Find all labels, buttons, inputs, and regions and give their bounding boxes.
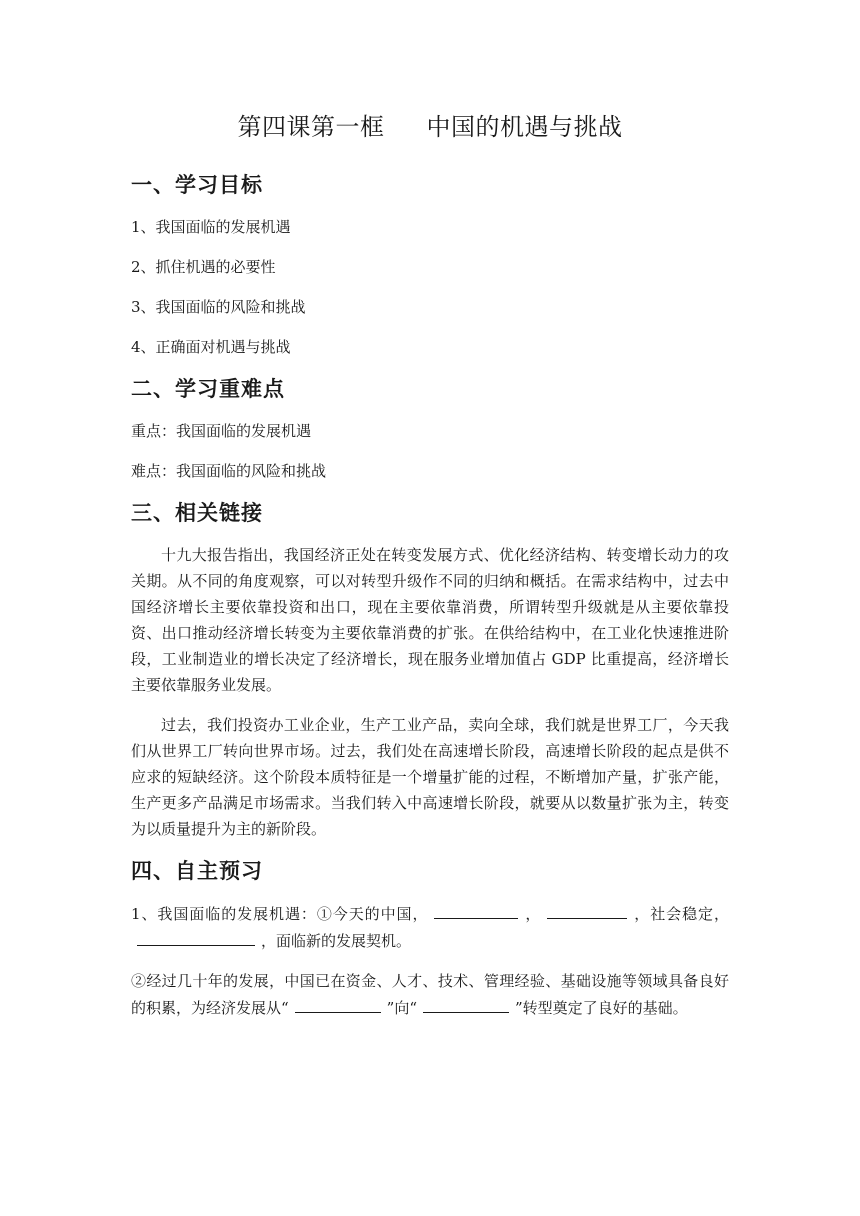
fill-blank-2[interactable] — [547, 900, 627, 919]
section-heading-preview: 四、自主预习 — [131, 859, 263, 883]
fill-blank-3[interactable] — [137, 927, 255, 946]
page-title — [131, 110, 729, 144]
section-heading-related-links: 三、相关链接 — [131, 501, 263, 525]
document-content — [131, 110, 729, 1035]
key-point: 重点：我国面临的发展机遇 — [131, 422, 312, 440]
related-paragraph-1: 十九大报告指出，我国经济正处在转变发展方式、优化经济结构、转变增长动力的攻关期。从不同的角度观察，可以对转型升级作不同的归纳和概括。在需求结构中，过去中国经济增长主要依靠投资和出口，现在主要依靠消费，所谓转型升级就是从主要依靠投资、出口推动经济增长转变为主要依靠消费的扩张。在供给结构中，在工业化快速推进阶段，工业制造业的增长决定了经济增长，现在服务业增加值占 GDP 比重提高，经济增长主要依靠服务业发展。 — [131, 546, 729, 694]
preview-question-2: ②经过几十年的发展，中国已在资金、人才、技术、管理经验、基础设施等领域具备良好的积累，为经济发展从“ ”向“ ”转型奠定了良好的基础。 — [131, 972, 729, 1017]
difficult-point: 难点：我国面临的风险和挑战 — [131, 462, 327, 480]
title-lesson: 第四课第一框 — [237, 113, 385, 141]
title-topic: 中国的机遇与挑战 — [426, 113, 623, 141]
objective-item-4: 4、正确面对机遇与挑战 — [131, 338, 291, 356]
related-paragraph-2: 过去，我们投资办工业企业，生产工业产品，卖向全球，我们就是世界工厂，今天我们从世界工厂转向世界市场。过去，我们处在高速增长阶段，高速增长阶段的起点是供不应求的短缺经济。这个阶段本质特征是一个增量扩能的过程，不断增加产量，扩张产能，生产更多产品满足市场需求。当我们转入中高速增长阶段，就要从以数量扩张为主，转变为以质量提升为主的新阶段。 — [131, 716, 729, 838]
objective-item-3: 3、我国面临的风险和挑战 — [131, 298, 306, 316]
section-heading-key-points: 二、学习重难点 — [131, 377, 285, 401]
preview-question-1: 1、我国面临的发展机遇：①今天的中国， ， ，社会稳定，，面临新的发展契机。 — [131, 900, 729, 954]
fill-blank-5[interactable] — [423, 994, 509, 1013]
fill-blank-4[interactable] — [295, 994, 381, 1013]
section-heading-objectives: 一、学习目标 — [131, 173, 263, 197]
objective-item-2: 2、抓住机遇的必要性 — [131, 258, 276, 276]
objective-item-1: 1、我国面临的发展机遇 — [131, 218, 291, 236]
fill-blank-1[interactable] — [434, 900, 518, 919]
